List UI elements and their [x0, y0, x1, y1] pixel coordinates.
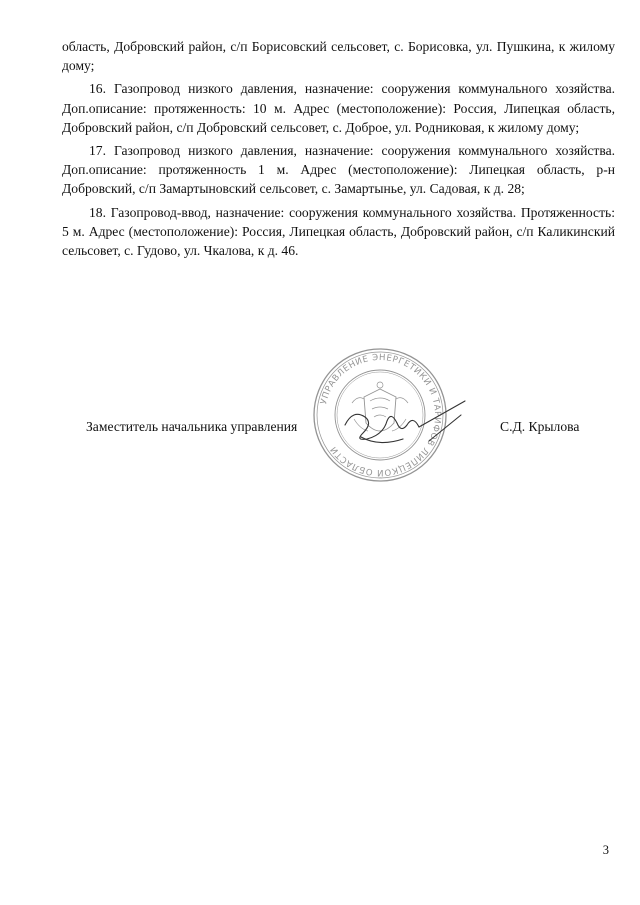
signatory-name: С.Д. Крылова — [500, 419, 580, 434]
paragraph-continuation: область, Добровский район, с/п Борисовский сельсовет, с. Борисовка, ул. Пушкина, к жилому дому; — [62, 39, 615, 74]
paragraph-item-17: 17. Газопровод низкого давления, назначение: сооружения коммунального хозяйства. Доп.описание: протяженность 1 м. Адрес (местоположение): Липецкая область, р-н Добровский, с/п Замартыновский сельсовет, с. Замартынье, ул. Садовая, к д. 28; — [62, 143, 615, 197]
signatory-role: Заместитель начальника управления — [86, 419, 298, 434]
signature-block — [0, 415, 640, 445]
document-body — [62, 37, 615, 264]
paragraph-item-16: 16. Газопровод низкого давления, назначение: сооружения коммунального хозяйства. Доп.описание: протяженность: 10 м. Адрес (местоположение): Россия, Липецкая область, Добровский район, с/п Добровский сельсовет, с. Доброе, ул. Родниковая, к жилому дому; — [62, 81, 615, 135]
page-number: 3 — [602, 843, 609, 857]
paragraph-item-18: 18. Газопровод-ввод, назначение: сооружения коммунального хозяйства. Протяженность: 5 м. Адрес (местоположение): Россия, Липецкая область, Добровский район, с/п Каликинский сельсовет, с. Гудово, ул. Чкалова, к д. 46. — [62, 204, 615, 259]
svg-text:УПРАВЛЕНИЕ ЭНЕРГЕТИКИ И ТАРИФО: УПРАВЛЕНИЕ ЭНЕРГЕТИКИ И ТАРИФОВ ЛИПЕЦКОЙ ОБЛАСТИ — [319, 352, 443, 478]
